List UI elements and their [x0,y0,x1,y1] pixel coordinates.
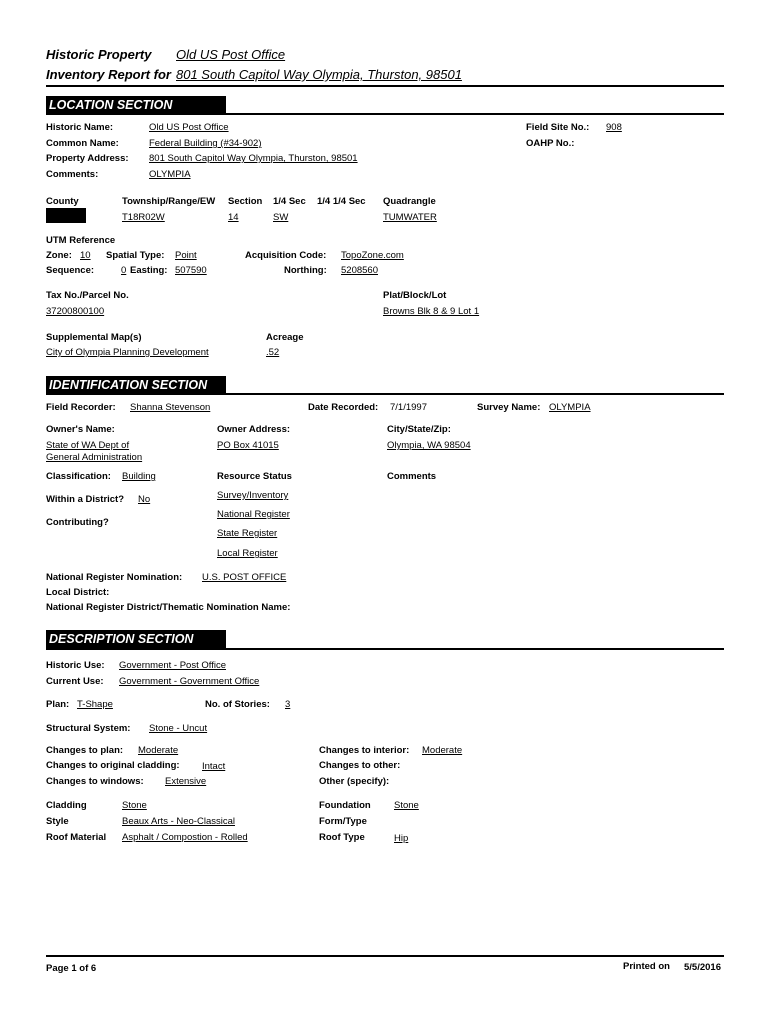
spatial-type-value: Point [175,250,197,261]
identification-section-title: IDENTIFICATION SECTION [46,376,226,395]
tax-parcel-label: Tax No./Parcel No. [46,290,129,301]
description-section-divider [46,648,724,650]
structural-system-label: Structural System: [46,723,131,734]
classification-label: Classification: [46,471,111,482]
resource-status-label: Resource Status [217,471,292,482]
page-number: Page 1 of 6 [46,963,97,974]
oahp-label: OAHP No.: [526,138,575,149]
survey-name-value: OLYMPIA [549,402,591,413]
header-property-address: 801 South Capitol Way Olympia, Thurston, 98501 [176,67,462,82]
changes-plan-label: Changes to plan: [46,745,124,756]
header-property-name: Old US Post Office [176,47,286,62]
property-address-value: 801 South Capitol Way Olympia, Thurston, 98501 [149,153,358,164]
owner-address-value: PO Box 41015 [217,440,279,451]
comments-label: Comments: [46,169,99,180]
classification-value: Building [122,471,156,482]
historic-name-label: Historic Name: [46,122,114,133]
within-district-value: No [138,494,151,505]
within-district-label: Within a District? [46,494,125,505]
field-recorder-label: Field Recorder: [46,402,116,413]
roof-material-value: Asphalt / Compostion - Rolled [122,832,248,843]
owner-name-line1: State of WA Dept of [46,440,130,451]
field-recorder-value: Shanna Stevenson [130,402,211,413]
location-section-title: LOCATION SECTION [46,96,226,115]
contributing-label: Contributing? [46,517,109,528]
changes-cladding-value: Intact [202,761,226,772]
quadrangle-label: Quadrangle [383,196,436,207]
acquisition-code-label: Acquisition Code: [245,250,327,261]
supplemental-map-value: City of Olympia Planning Development [46,347,209,358]
location-section-divider [46,113,724,115]
zone-value: 10 [80,250,91,261]
current-use-value: Government - Government Office [119,676,260,687]
historic-use-value: Government - Post Office [119,660,227,671]
historic-use-label: Historic Use: [46,660,105,671]
style-value: Beaux Arts - Neo-Classical [122,816,235,827]
spatial-type-label: Spatial Type: [106,250,165,261]
status-state-register: State Register [217,528,278,539]
footer-divider [46,955,724,957]
changes-plan-value: Moderate [138,745,179,756]
quarter-sec-label: 1/4 Sec [273,196,306,207]
form-type-label: Form/Type [319,816,367,827]
northing-label: Northing: [284,265,327,276]
field-site-label: Field Site No.: [526,122,590,133]
local-district-label: Local District: [46,587,110,598]
foundation-value: Stone [394,800,419,811]
style-label: Style [46,816,69,827]
city-state-zip-value: Olympia, WA 98504 [387,440,471,451]
nr-district-label: National Register District/Thematic Nomination Name: [46,602,291,613]
changes-interior-value: Moderate [422,745,463,756]
quadrangle-value: TUMWATER [383,212,437,223]
status-survey-inventory: Survey/Inventory [217,490,289,501]
identification-section-divider [46,393,724,395]
roof-type-value: Hip [394,833,409,844]
plan-value: T-Shape [77,699,113,710]
easting-label: Easting: [130,265,168,276]
current-use-label: Current Use: [46,676,104,687]
county-redaction-box [46,208,86,223]
township-label: Township/Range/EW [122,196,216,207]
printed-date: 5/5/2016 [684,962,721,973]
survey-name-label: Survey Name: [477,402,541,413]
stories-value: 3 [285,699,291,710]
roof-material-label: Roof Material [46,832,107,843]
cladding-value: Stone [122,800,147,811]
changes-windows-label: Changes to windows: [46,776,144,787]
cladding-label: Cladding [46,800,87,811]
status-national-register: National Register [217,509,290,520]
field-site-value: 908 [606,122,622,133]
stories-label: No. of Stories: [205,699,270,710]
header-title-label: Historic Property [46,47,152,62]
plat-block-lot-value: Browns Blk 8 & 9 Lot 1 [383,306,480,317]
supplemental-map-label: Supplemental Map(s) [46,332,142,343]
acreage-value: .52 [266,347,280,358]
northing-value: 5208560 [341,265,378,276]
easting-value: 507590 [175,265,207,276]
owner-name-line2: General Administration [46,452,143,463]
tax-parcel-value: 37200800100 [46,306,105,317]
plat-block-lot-label: Plat/Block/Lot [383,290,447,301]
date-recorded-label: Date Recorded: [308,402,379,413]
changes-other-label: Changes to other: [319,760,401,771]
common-name-label: Common Name: [46,138,119,149]
header-divider [46,85,724,87]
section-value: 14 [228,212,239,223]
comments-value: OLYMPIA [149,169,191,180]
quarter-quarter-sec-label: 1/4 1/4 Sec [317,196,366,207]
sequence-label: Sequence: [46,265,95,276]
date-recorded-value: 7/1/1997 [390,402,427,413]
nr-nomination-label: National Register Nomination: [46,572,183,583]
changes-windows-value: Extensive [165,776,207,787]
comments-header-label: Comments [387,471,437,482]
owner-name-label: Owner's Name: [46,424,115,435]
common-name-value: Federal Building (#34-902) [149,138,262,149]
nr-nomination-value: U.S. POST OFFICE [202,572,287,583]
city-state-zip-label: City/State/Zip: [387,424,451,435]
header-inventory-label: Inventory Report for [46,67,171,82]
description-section-title: DESCRIPTION SECTION [46,630,226,649]
utm-reference-label: UTM Reference [46,235,116,246]
historic-name-value: Old US Post Office [149,122,229,133]
changes-interior-label: Changes to interior: [319,745,410,756]
acreage-label: Acreage [266,332,304,343]
changes-cladding-label: Changes to original cladding: [46,760,180,771]
zone-label: Zone: [46,250,72,261]
foundation-label: Foundation [319,800,371,811]
structural-system-value: Stone - Uncut [149,723,208,734]
owner-address-label: Owner Address: [217,424,291,435]
printed-on-label: Printed on [623,961,670,972]
property-address-label: Property Address: [46,153,129,164]
other-specify-label: Other (specify): [319,776,390,787]
section-label: Section [228,196,263,207]
quarter-sec-value: SW [273,212,289,223]
acquisition-code-value: TopoZone.com [341,250,404,261]
sequence-value: 0 [121,265,127,276]
county-label: County [46,196,79,207]
township-value: T18R02W [122,212,165,223]
roof-type-label: Roof Type [319,832,365,843]
status-local-register: Local Register [217,548,278,559]
plan-label: Plan: [46,699,70,710]
